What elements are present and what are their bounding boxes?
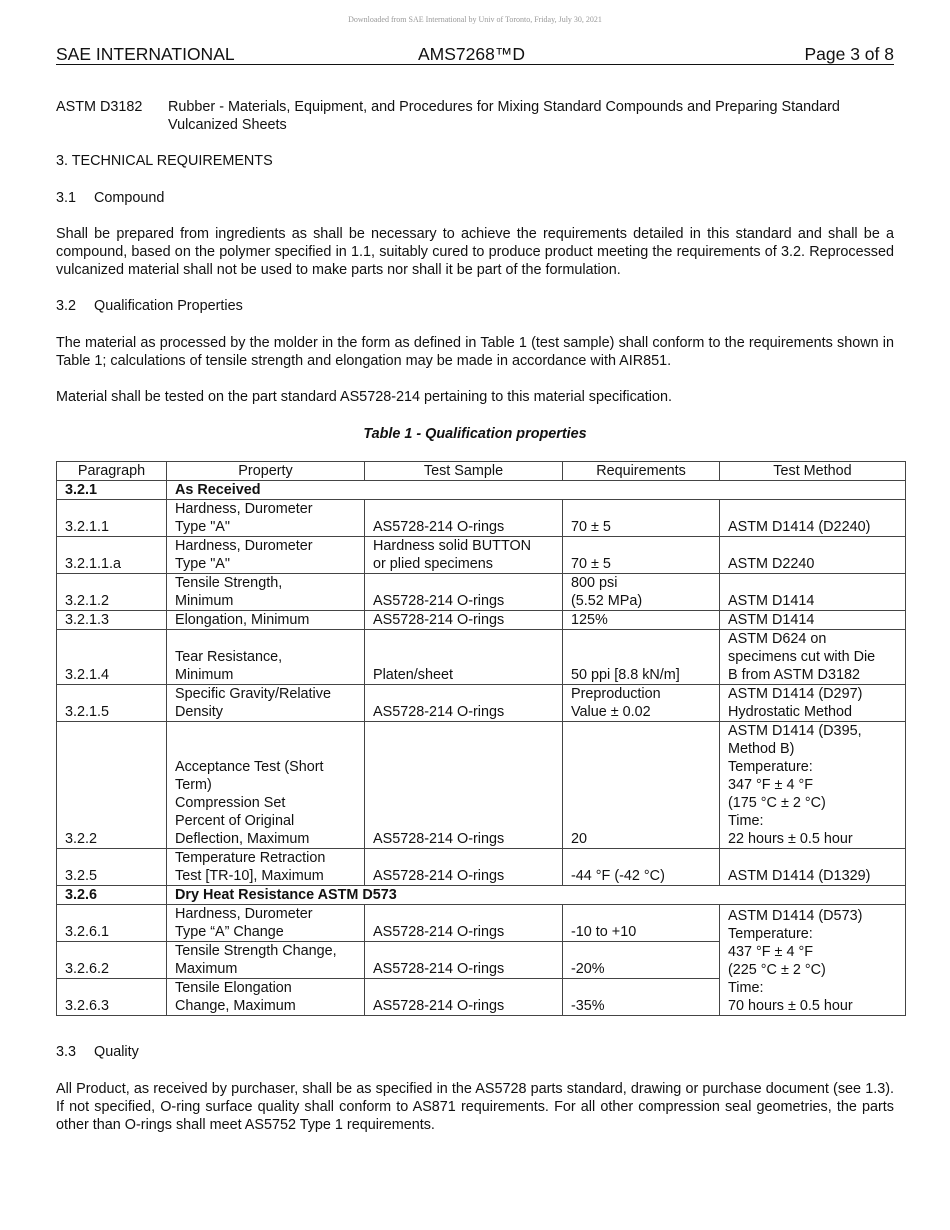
column-header: Test Method (720, 462, 906, 481)
cell-test-method: ASTM D624 on specimens cut with Die B from ASTM D3182 (720, 630, 906, 685)
table-row (57, 905, 906, 942)
section-3-2-body-1: The material as processed by the molder in the form as defined in Table 1 (test sample) shall conform to the requirements shown in Table 1; calculations of tensile strength and elongation may be made in accordance with AIR851. (56, 335, 894, 369)
header-document-number: AMS7268™D (418, 44, 525, 64)
table-row (57, 537, 906, 574)
cell-test-sample: Platen/sheet (365, 630, 563, 685)
cell-test-sample: AS5728-214 O-rings (365, 849, 563, 886)
table-row (57, 574, 906, 611)
cell-paragraph: 3.2.5 (57, 849, 167, 886)
cell-test-sample: AS5728-214 O-rings (365, 722, 563, 849)
cell-test-sample: AS5728-214 O-rings (365, 574, 563, 611)
cell-requirement: 800 psi (5.52 MPa) (563, 574, 720, 611)
cell-property: Temperature Retraction Test [TR-10], Maximum (167, 849, 365, 886)
section-number: 3.3 (56, 1044, 77, 1060)
cell-property: Hardness, Durometer Type "A" (167, 537, 365, 574)
cell-property: Elongation, Minimum (167, 611, 365, 630)
cell-test-method: ASTM D1414 (D1329) (720, 849, 906, 886)
reference-title: Rubber - Materials, Equipment, and Procedures for Mixing Standard Compounds and Preparing Standard Vulcanized Sheets (168, 99, 840, 133)
cell-requirement: -35% (563, 979, 720, 1016)
table-group-row (57, 481, 906, 500)
cell-test-method: ASTM D1414 (720, 574, 906, 611)
section-3-2-body-2: Material shall be tested on the part standard AS5728-214 pertaining to this material specification. (56, 389, 672, 405)
section-number: 3.2 (56, 298, 77, 314)
column-header: Property (167, 462, 365, 481)
section-title: Quality (94, 1044, 139, 1060)
section-number: 3.1 (56, 190, 77, 206)
cell-paragraph: 3.2.6.3 (57, 979, 167, 1016)
table-caption: Table 1 - Qualification properties (363, 426, 587, 442)
download-watermark: Downloaded from SAE International by Univ of Toronto, Friday, July 30, 2021 (348, 15, 602, 24)
table-group-row (57, 886, 906, 905)
cell-requirement: -20% (563, 942, 720, 979)
cell-requirement: 125% (563, 611, 720, 630)
cell-paragraph: 3.2.1.1.a (57, 537, 167, 574)
cell-requirement: -44 °F (-42 °C) (563, 849, 720, 886)
table-row (57, 630, 906, 685)
cell-test-sample: AS5728-214 O-rings (365, 905, 563, 942)
cell-paragraph: 3.2.1.1 (57, 500, 167, 537)
table-header-row (57, 462, 906, 481)
section-3-3-body: All Product, as received by purchaser, shall be as specified in the AS5728 parts standard, drawing or purchase document (see 1.3). If not specified, O-ring surface quality shall conform to AS871 requirements. For all other compression seal geometries, the parts other than O-rings shall meet AS5752 Type 1 requirements. (56, 1081, 894, 1133)
cell-test-sample: AS5728-214 O-rings (365, 685, 563, 722)
section-title: Qualification Properties (94, 298, 243, 314)
reference-code: ASTM D3182 (56, 99, 143, 115)
cell-test-method: ASTM D1414 (D297) Hydrostatic Method (720, 685, 906, 722)
cell-test-method: ASTM D2240 (720, 537, 906, 574)
cell-property: Tensile Strength, Minimum (167, 574, 365, 611)
cell-paragraph: 3.2.2 (57, 722, 167, 849)
table-row (57, 849, 906, 886)
section-3-1-heading (56, 189, 894, 207)
cell-paragraph: 3.2.1.2 (57, 574, 167, 611)
cell-requirement: 20 (563, 722, 720, 849)
header-organization: SAE INTERNATIONAL (56, 44, 235, 64)
cell-requirement: Preproduction Value ± 0.02 (563, 685, 720, 722)
cell-property: Hardness, Durometer Type “A” Change (167, 905, 365, 942)
group-paragraph: 3.2.6 (57, 886, 167, 905)
cell-test-method: ASTM D1414 (D2240) (720, 500, 906, 537)
group-paragraph: 3.2.1 (57, 481, 167, 500)
column-header: Paragraph (57, 462, 167, 481)
cell-requirement: -10 to +10 (563, 905, 720, 942)
group-title: As Received (167, 481, 906, 500)
cell-property: Tear Resistance, Minimum (167, 630, 365, 685)
section-3-heading: 3. TECHNICAL REQUIREMENTS (56, 153, 273, 169)
cell-requirement: 70 ± 5 (563, 537, 720, 574)
page-header (56, 44, 894, 65)
table-row (57, 611, 906, 630)
cell-requirement: 70 ± 5 (563, 500, 720, 537)
cell-test-method: ASTM D1414 (D573) Temperature: 437 °F ± 4 °F (225 °C ± 2 °C) Time: 70 hours ± 0.5 hour (720, 905, 906, 1016)
header-page-number: Page 3 of 8 (804, 44, 894, 64)
cell-test-sample: Hardness solid BUTTON or plied specimens (365, 537, 563, 574)
table-row (57, 722, 906, 849)
reference-entry (56, 98, 894, 134)
cell-property: Tensile Strength Change, Maximum (167, 942, 365, 979)
column-header: Requirements (563, 462, 720, 481)
cell-property: Tensile Elongation Change, Maximum (167, 979, 365, 1016)
table-row (57, 685, 906, 722)
cell-paragraph: 3.2.6.2 (57, 942, 167, 979)
section-3-1-body: Shall be prepared from ingredients as shall be necessary to achieve the requirements detailed in this standard and shall be a compound, based on the polymer specified in 1.1, suitably cured to produce product meeting the requirements of 3.2. Reprocessed vulcanized material shall not be used to make parts nor shall it be part of the formulation. (56, 226, 894, 278)
cell-test-method: ASTM D1414 (720, 611, 906, 630)
cell-property: Specific Gravity/Relative Density (167, 685, 365, 722)
cell-test-method: ASTM D1414 (D395, Method B) Temperature: 347 °F ± 4 °F (175 °C ± 2 °C) Time: 22 hours ± 0.5 hour (720, 722, 906, 849)
table-row (57, 500, 906, 537)
cell-test-sample: AS5728-214 O-rings (365, 942, 563, 979)
cell-property: Acceptance Test (Short Term) Compression Set Percent of Original Deflection, Maximum (167, 722, 365, 849)
cell-test-sample: AS5728-214 O-rings (365, 500, 563, 537)
cell-paragraph: 3.2.1.4 (57, 630, 167, 685)
cell-paragraph: 3.2.6.1 (57, 905, 167, 942)
section-3-2-heading (56, 297, 894, 315)
section-title: Compound (94, 190, 165, 206)
cell-paragraph: 3.2.1.3 (57, 611, 167, 630)
group-title: Dry Heat Resistance ASTM D573 (167, 886, 906, 905)
section-3-3-heading (56, 1043, 894, 1061)
cell-test-sample: AS5728-214 O-rings (365, 979, 563, 1016)
qualification-properties-table (56, 461, 906, 1016)
cell-property: Hardness, Durometer Type "A" (167, 500, 365, 537)
cell-test-sample: AS5728-214 O-rings (365, 611, 563, 630)
cell-paragraph: 3.2.1.5 (57, 685, 167, 722)
column-header: Test Sample (365, 462, 563, 481)
cell-requirement: 50 ppi [8.8 kN/m] (563, 630, 720, 685)
